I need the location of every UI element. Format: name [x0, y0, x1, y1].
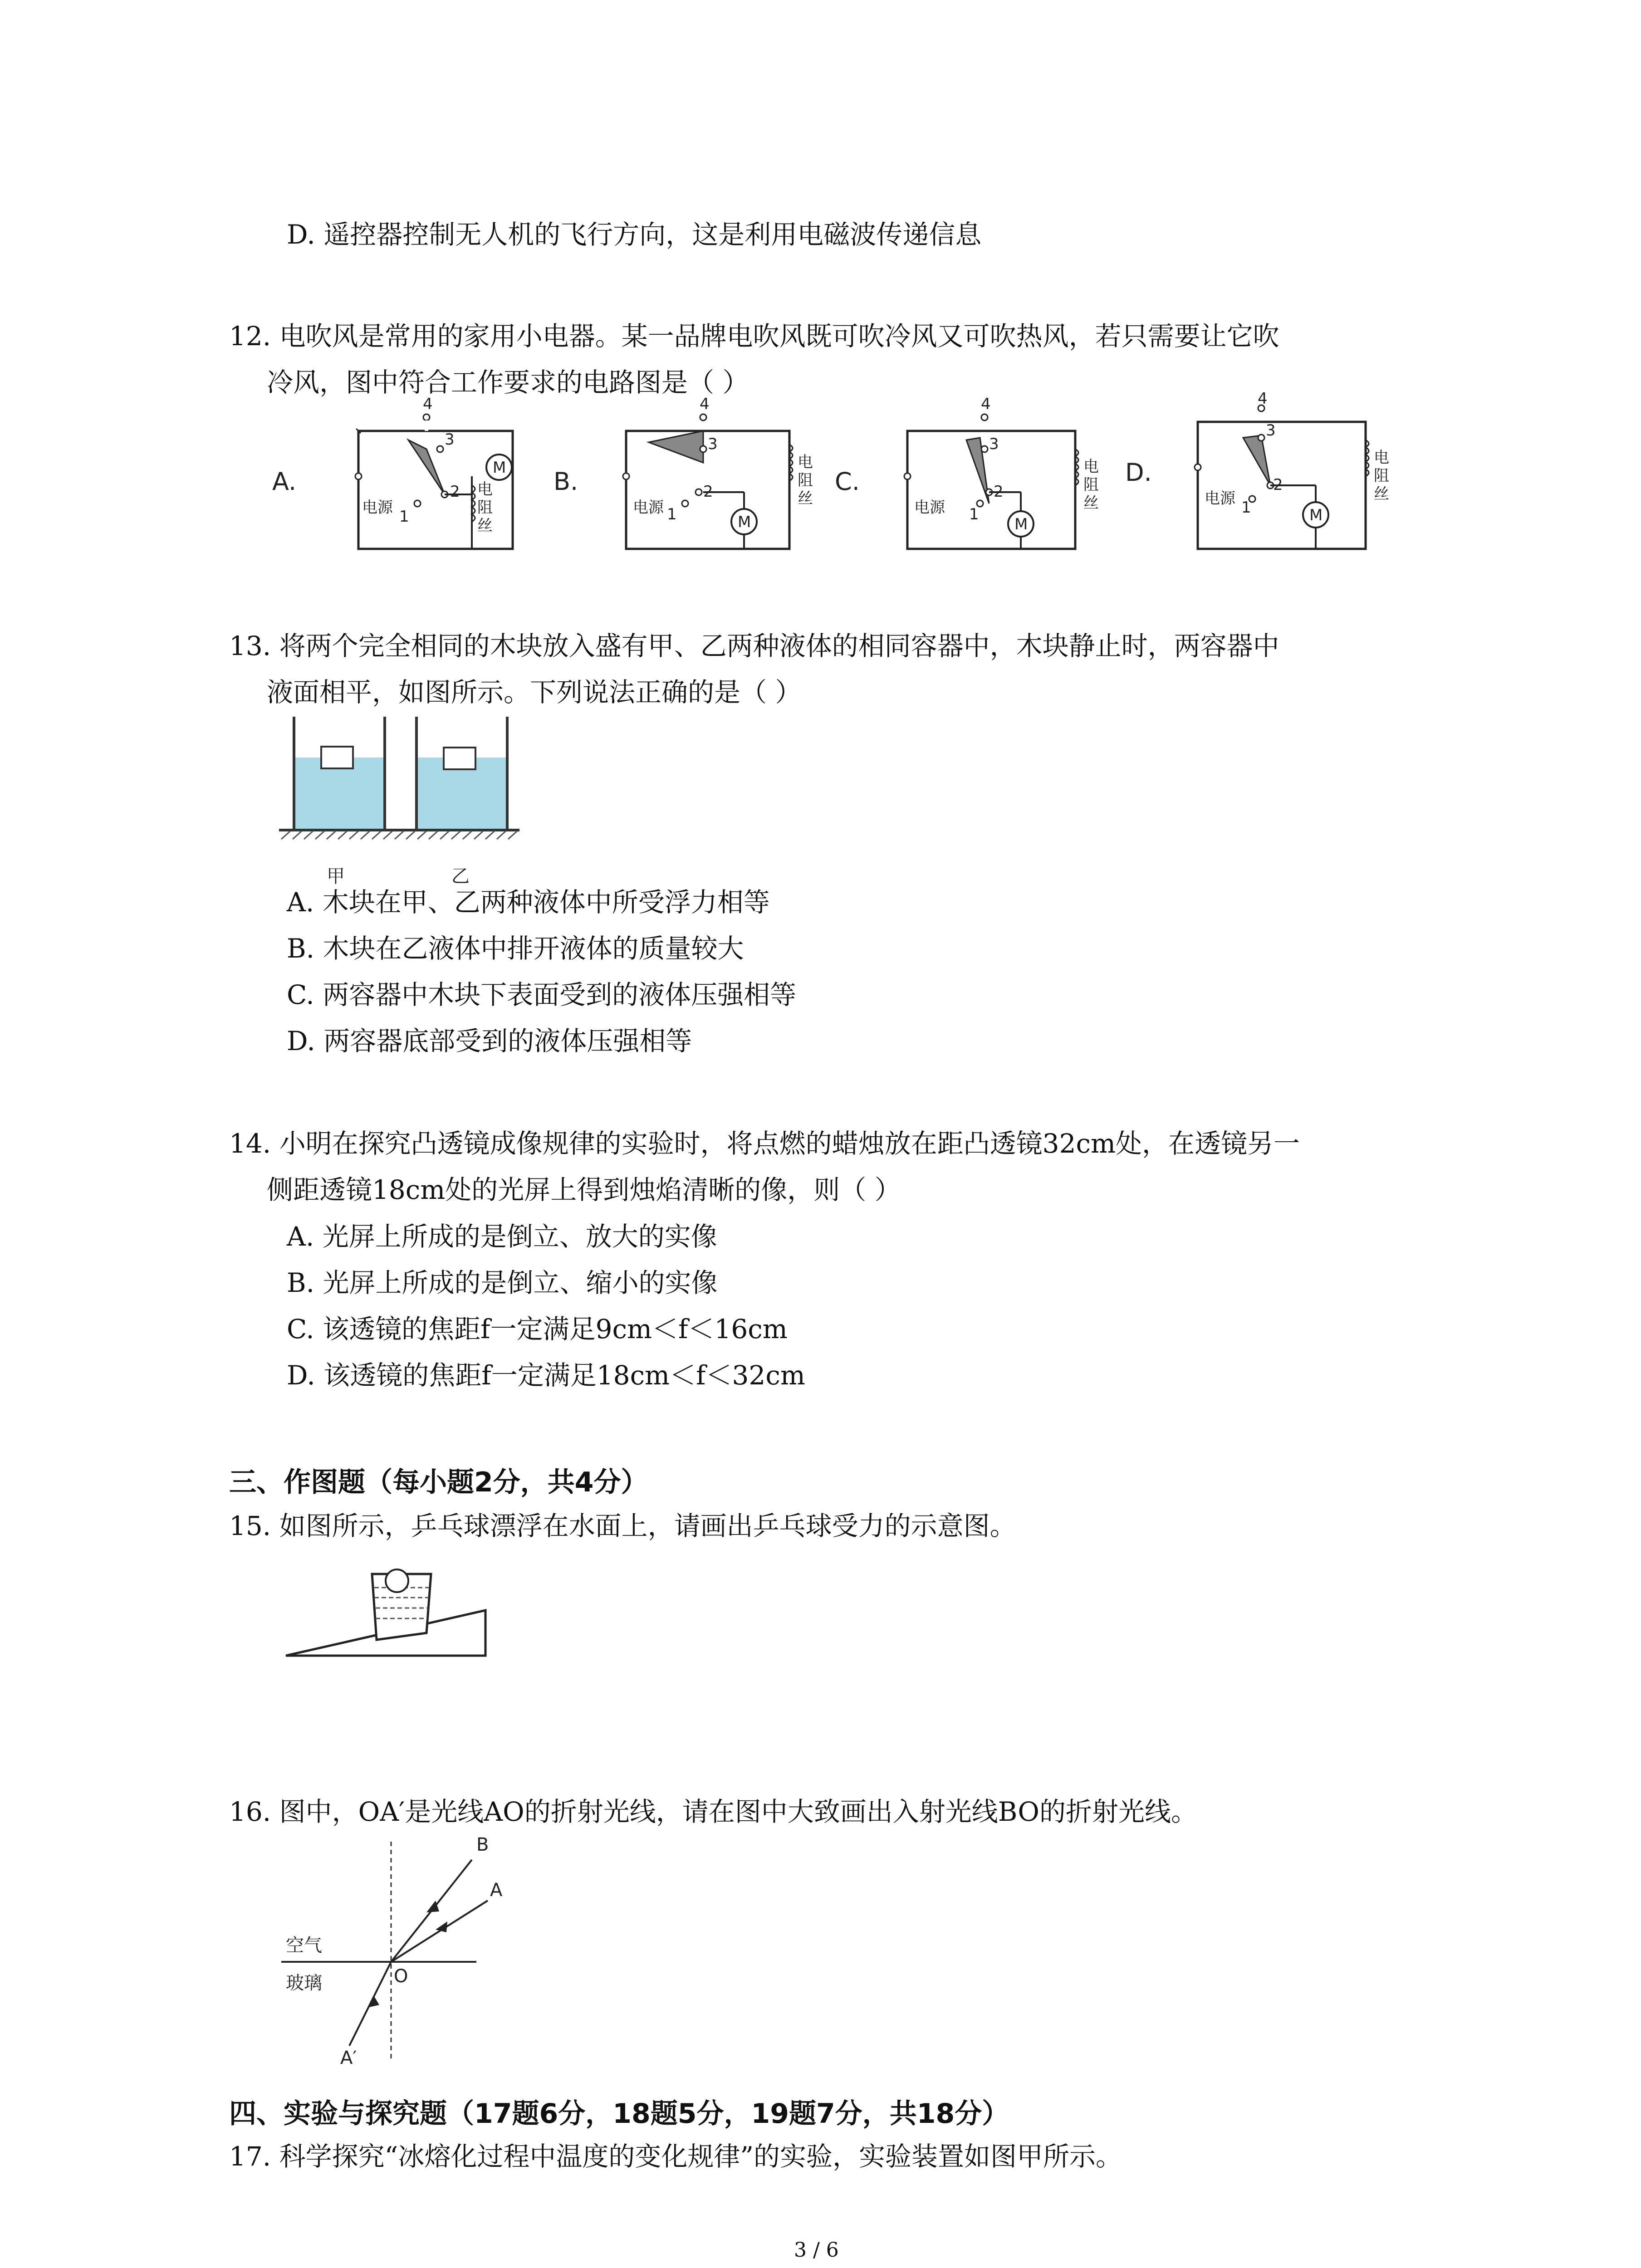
ray-oa-prime	[349, 1962, 391, 2046]
q13-stem-line1: 13. 将两个完全相同的木块放入盛有甲、乙两种液体的相同容器中，木块静止时，两容器中	[229, 631, 1279, 661]
circuit-b	[554, 395, 813, 549]
q14-stem-line1: 14. 小明在探究凸透镜成像规律的实验时，将点燃的蜡烛放在距凸透镜32cm处，在透镜另一	[229, 1128, 1300, 1159]
q16-refraction-figure	[272, 1833, 508, 2068]
circuit-b-n4: 4	[700, 395, 710, 413]
q13-stem-line2: 液面相平，如图所示。下列说法正确的是（ ）	[267, 677, 802, 708]
circuit-c-n1: 1	[969, 505, 979, 523]
q13-option-d: D. 两容器底部受到的液体压强相等	[287, 1026, 692, 1056]
label-b: B	[476, 1834, 489, 1855]
circuit-a-n3: 3	[445, 430, 455, 449]
circuit-b-n3: 3	[708, 435, 718, 453]
q13-containers-figure	[272, 717, 526, 894]
q17-text: 17. 科学探究“冰熔化过程中温度的变化规律”的实验，实验装置如图甲所示。	[229, 2141, 1122, 2172]
circuit-d	[1125, 390, 1389, 549]
q15-text: 15. 如图所示，乒乓球漂浮在水面上，请画出乒乓球受力的示意图。	[229, 1510, 1016, 1541]
q13-option-a: A. 木块在甲、乙两种液体中所受浮力相等	[287, 887, 770, 918]
page-number: 3 / 6	[794, 2239, 839, 2262]
label-glass: 玻璃	[286, 1973, 322, 1994]
circuit-a-heater-1: 电	[477, 480, 493, 499]
q16-text: 16. 图中，OA′是光线AO的折射光线，请在图中大致画出入射光线BO的折射光线。	[229, 1796, 1197, 1827]
wood-block-jia	[321, 747, 353, 768]
circuit-c-motor: M	[1014, 515, 1028, 533]
circuit-b-motor: M	[738, 513, 751, 531]
circuit-d-n4: 4	[1258, 390, 1268, 408]
label-air: 空气	[286, 1935, 322, 1956]
circuit-a-n2: 2	[450, 483, 460, 501]
label-yi: 乙	[451, 866, 470, 887]
circuit-a-heater-3: 丝	[477, 517, 493, 535]
circuit-a-n1: 1	[399, 508, 409, 526]
circuit-b-heater-3: 丝	[798, 489, 813, 508]
q12-circuit-figures	[272, 390, 1452, 572]
circuit-c-n3: 3	[989, 435, 999, 453]
circuit-c-heater-2: 阻	[1083, 476, 1099, 494]
circuit-a-letter: A.	[272, 467, 297, 496]
circuit-b-heater-1: 电	[798, 453, 813, 471]
circuit-a-motor: M	[493, 459, 506, 477]
q12-stem-line2: 冷风，图中符合工作要求的电路图是（ ）	[267, 367, 749, 398]
q15-figure	[281, 1560, 490, 1669]
circuit-c-heater-3: 丝	[1083, 494, 1099, 512]
circuit-d-n2: 2	[1273, 476, 1283, 494]
circuit-c-heater-1: 电	[1083, 458, 1099, 476]
label-jia: 甲	[327, 866, 345, 887]
circuit-c-n2: 2	[994, 483, 1004, 501]
circuit-a	[272, 395, 513, 549]
circuit-b-power: 电源	[633, 499, 664, 517]
circuit-d-heater-2: 阻	[1374, 467, 1389, 485]
circuit-diagrams-svg	[272, 390, 1452, 572]
circuit-b-heater-2: 阻	[798, 471, 813, 489]
circuit-d-motor: M	[1309, 506, 1323, 524]
q14-option-d: D. 该透镜的焦距f一定满足18cm＜f＜32cm	[287, 1360, 805, 1391]
q14-option-b: B. 光屏上所成的是倒立、缩小的实像	[287, 1267, 718, 1298]
circuit-c-n4: 4	[981, 395, 991, 413]
section3-heading: 三、作图题（每小题2分，共4分）	[229, 1466, 648, 1498]
circuit-c-power: 电源	[914, 499, 945, 517]
circuit-d-heater-3: 丝	[1374, 485, 1389, 503]
q12-stem-line1: 12. 电吹风是常用的家用小电器。某一品牌电吹风既可吹冷风又可吹热风，若只需要让它吹	[229, 321, 1279, 352]
wood-block-yi	[444, 748, 475, 769]
label-a: A	[490, 1880, 503, 1901]
circuit-d-heater-1: 电	[1374, 449, 1389, 467]
q13-option-c: C. 两容器中木块下表面受到的液体压强相等	[287, 979, 797, 1010]
q14-stem-line2: 侧距透镜18cm处的光屏上得到烛焰清晰的像，则（ ）	[267, 1174, 901, 1205]
circuit-d-power: 电源	[1205, 489, 1235, 508]
q13-option-b: B. 木块在乙液体中排开液体的质量较大	[287, 933, 744, 964]
circuit-a-heater-2: 阻	[477, 499, 493, 517]
q14-option-c: C. 该透镜的焦距f一定满足9cm＜f＜16cm	[287, 1314, 788, 1344]
q14-option-a: A. 光屏上所成的是倒立、放大的实像	[287, 1221, 717, 1252]
circuit-b-n2: 2	[703, 483, 713, 501]
circuit-d-n3: 3	[1266, 421, 1276, 440]
circuit-c-letter: C.	[835, 467, 860, 496]
circuit-b-n1: 1	[667, 505, 677, 523]
ping-pong-ball	[386, 1569, 408, 1592]
label-o: O	[394, 1966, 408, 1987]
circuit-b-letter: B.	[554, 467, 578, 496]
label-a-prime: A′	[340, 2048, 357, 2068]
circuit-d-n1: 1	[1241, 499, 1251, 517]
circuit-a-power: 电源	[362, 499, 393, 517]
circuit-d-letter: D.	[1125, 458, 1152, 487]
q11-option-d: D. 遥控器控制无人机的飞行方向，这是利用电磁波传递信息	[287, 219, 982, 250]
ray-ao	[391, 1901, 488, 1962]
section4-heading: 四、实验与探究题（17题6分，18题5分，19题7分，共18分）	[229, 2098, 1009, 2130]
circuit-a-n4: 4	[423, 395, 433, 413]
circuit-c	[835, 395, 1099, 549]
